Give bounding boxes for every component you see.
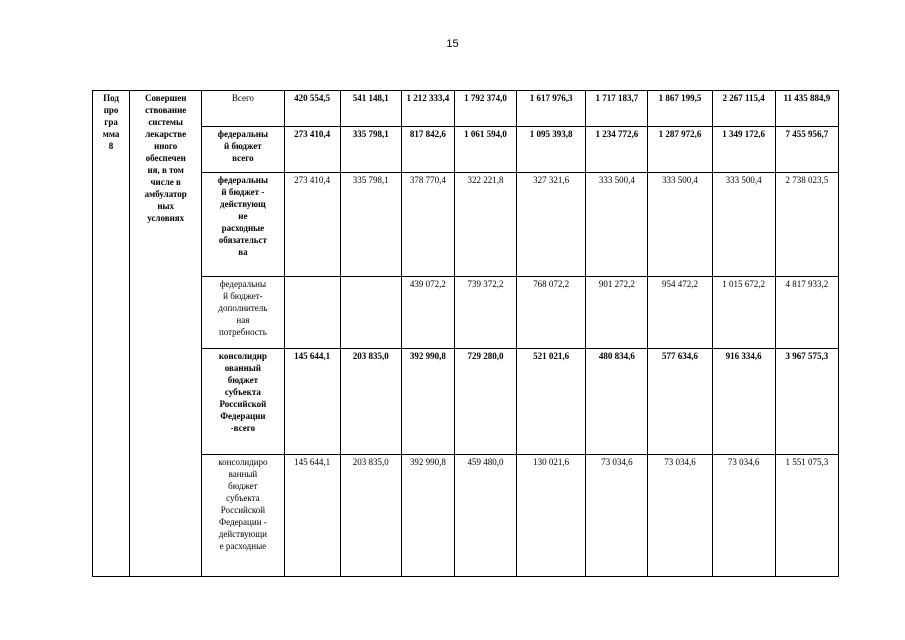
funding-source-cell: консолидиро ванный бюджет субъекта Российской Федерации - действующи е расходные [202, 455, 284, 577]
total-value-cell: 2 738 023,5 [775, 173, 838, 277]
table-row [93, 455, 839, 577]
year-value-cell: 273 410,4 [284, 127, 340, 173]
year-value-cell: 73 034,6 [586, 455, 648, 577]
year-value-cell: 1 212 333,4 [401, 91, 454, 127]
year-value-cell: 378 770,4 [401, 173, 454, 277]
year-value-cell: 73 034,6 [648, 455, 712, 577]
year-value-cell: 1 095 393,8 [517, 127, 586, 173]
page-number: 15 [446, 38, 459, 50]
year-value-cell: 335 798,1 [340, 127, 401, 173]
table-row [93, 91, 839, 127]
year-value-cell: 480 834,6 [586, 349, 648, 455]
year-value-cell: 392 990,8 [401, 349, 454, 455]
year-value-cell: 392 990,8 [401, 455, 454, 577]
year-value-cell: 145 644,1 [284, 455, 340, 577]
year-value-cell: 335 798,1 [340, 173, 401, 277]
year-value-cell: 954 472,2 [648, 277, 712, 349]
total-value-cell: 11 435 884,9 [775, 91, 838, 127]
program-cell: Под про гра мма 8 [93, 91, 130, 577]
year-value-cell: 541 148,1 [340, 91, 401, 127]
funding-source-cell: федеральны й бюджет всего [202, 127, 284, 173]
year-value-cell: 327 321,6 [517, 173, 586, 277]
year-value-cell: 817 842,6 [401, 127, 454, 173]
year-value-cell: 577 634,6 [648, 349, 712, 455]
table-row [93, 173, 839, 277]
year-value-cell: 1 287 972,6 [648, 127, 712, 173]
year-value-cell: 130 021,6 [517, 455, 586, 577]
year-value-cell: 145 644,1 [284, 349, 340, 455]
year-value-cell: 916 334,6 [712, 349, 775, 455]
year-value-cell: 1 792 374,0 [454, 91, 516, 127]
year-value-cell: 729 280,0 [454, 349, 516, 455]
year-value-cell: 1 234 772,6 [586, 127, 648, 173]
year-value-cell: 459 480,0 [454, 455, 516, 577]
total-value-cell: 7 455 956,7 [775, 127, 838, 173]
total-value-cell: 3 967 575,3 [775, 349, 838, 455]
funding-source-cell: Всего [202, 91, 284, 127]
year-value-cell: 739 372,2 [454, 277, 516, 349]
year-value-cell: 1 015 672,2 [712, 277, 775, 349]
table-row [93, 277, 839, 349]
year-value-cell: 768 072,2 [517, 277, 586, 349]
total-value-cell: 4 817 933,2 [775, 277, 838, 349]
year-value-cell: 333 500,4 [712, 173, 775, 277]
year-value-cell [284, 277, 340, 349]
year-value-cell: 1 061 594,0 [454, 127, 516, 173]
year-value-cell: 73 034,6 [712, 455, 775, 577]
year-value-cell: 1 717 183,7 [586, 91, 648, 127]
year-value-cell: 1 349 172,6 [712, 127, 775, 173]
funding-source-cell: федеральны й бюджет- дополнитель ная потребность [202, 277, 284, 349]
year-value-cell: 1 867 199,5 [648, 91, 712, 127]
table-row [93, 349, 839, 455]
funding-source-cell: консолидир ованный бюджет субъекта Российской Федерации -всего [202, 349, 284, 455]
year-value-cell [340, 277, 401, 349]
year-value-cell: 333 500,4 [648, 173, 712, 277]
year-value-cell: 1 617 976,3 [517, 91, 586, 127]
year-value-cell: 521 021,6 [517, 349, 586, 455]
funding-source-cell: федеральны й бюджет - действующ ие расходные обязательст ва [202, 173, 284, 277]
year-value-cell: 322 221,8 [454, 173, 516, 277]
year-value-cell: 273 410,4 [284, 173, 340, 277]
year-value-cell: 439 072,2 [401, 277, 454, 349]
program-description-cell: Совершен ствование системы лекарстве нного обеспечен ия, в том числе в амбулатор ных условиях [130, 91, 202, 577]
year-value-cell: 333 500,4 [586, 173, 648, 277]
budget-table [92, 90, 839, 577]
year-value-cell: 203 835,0 [340, 349, 401, 455]
table-row [93, 127, 839, 173]
year-value-cell: 2 267 115,4 [712, 91, 775, 127]
year-value-cell: 203 835,0 [340, 455, 401, 577]
year-value-cell: 901 272,2 [586, 277, 648, 349]
total-value-cell: 1 551 075,3 [775, 455, 838, 577]
year-value-cell: 420 554,5 [284, 91, 340, 127]
